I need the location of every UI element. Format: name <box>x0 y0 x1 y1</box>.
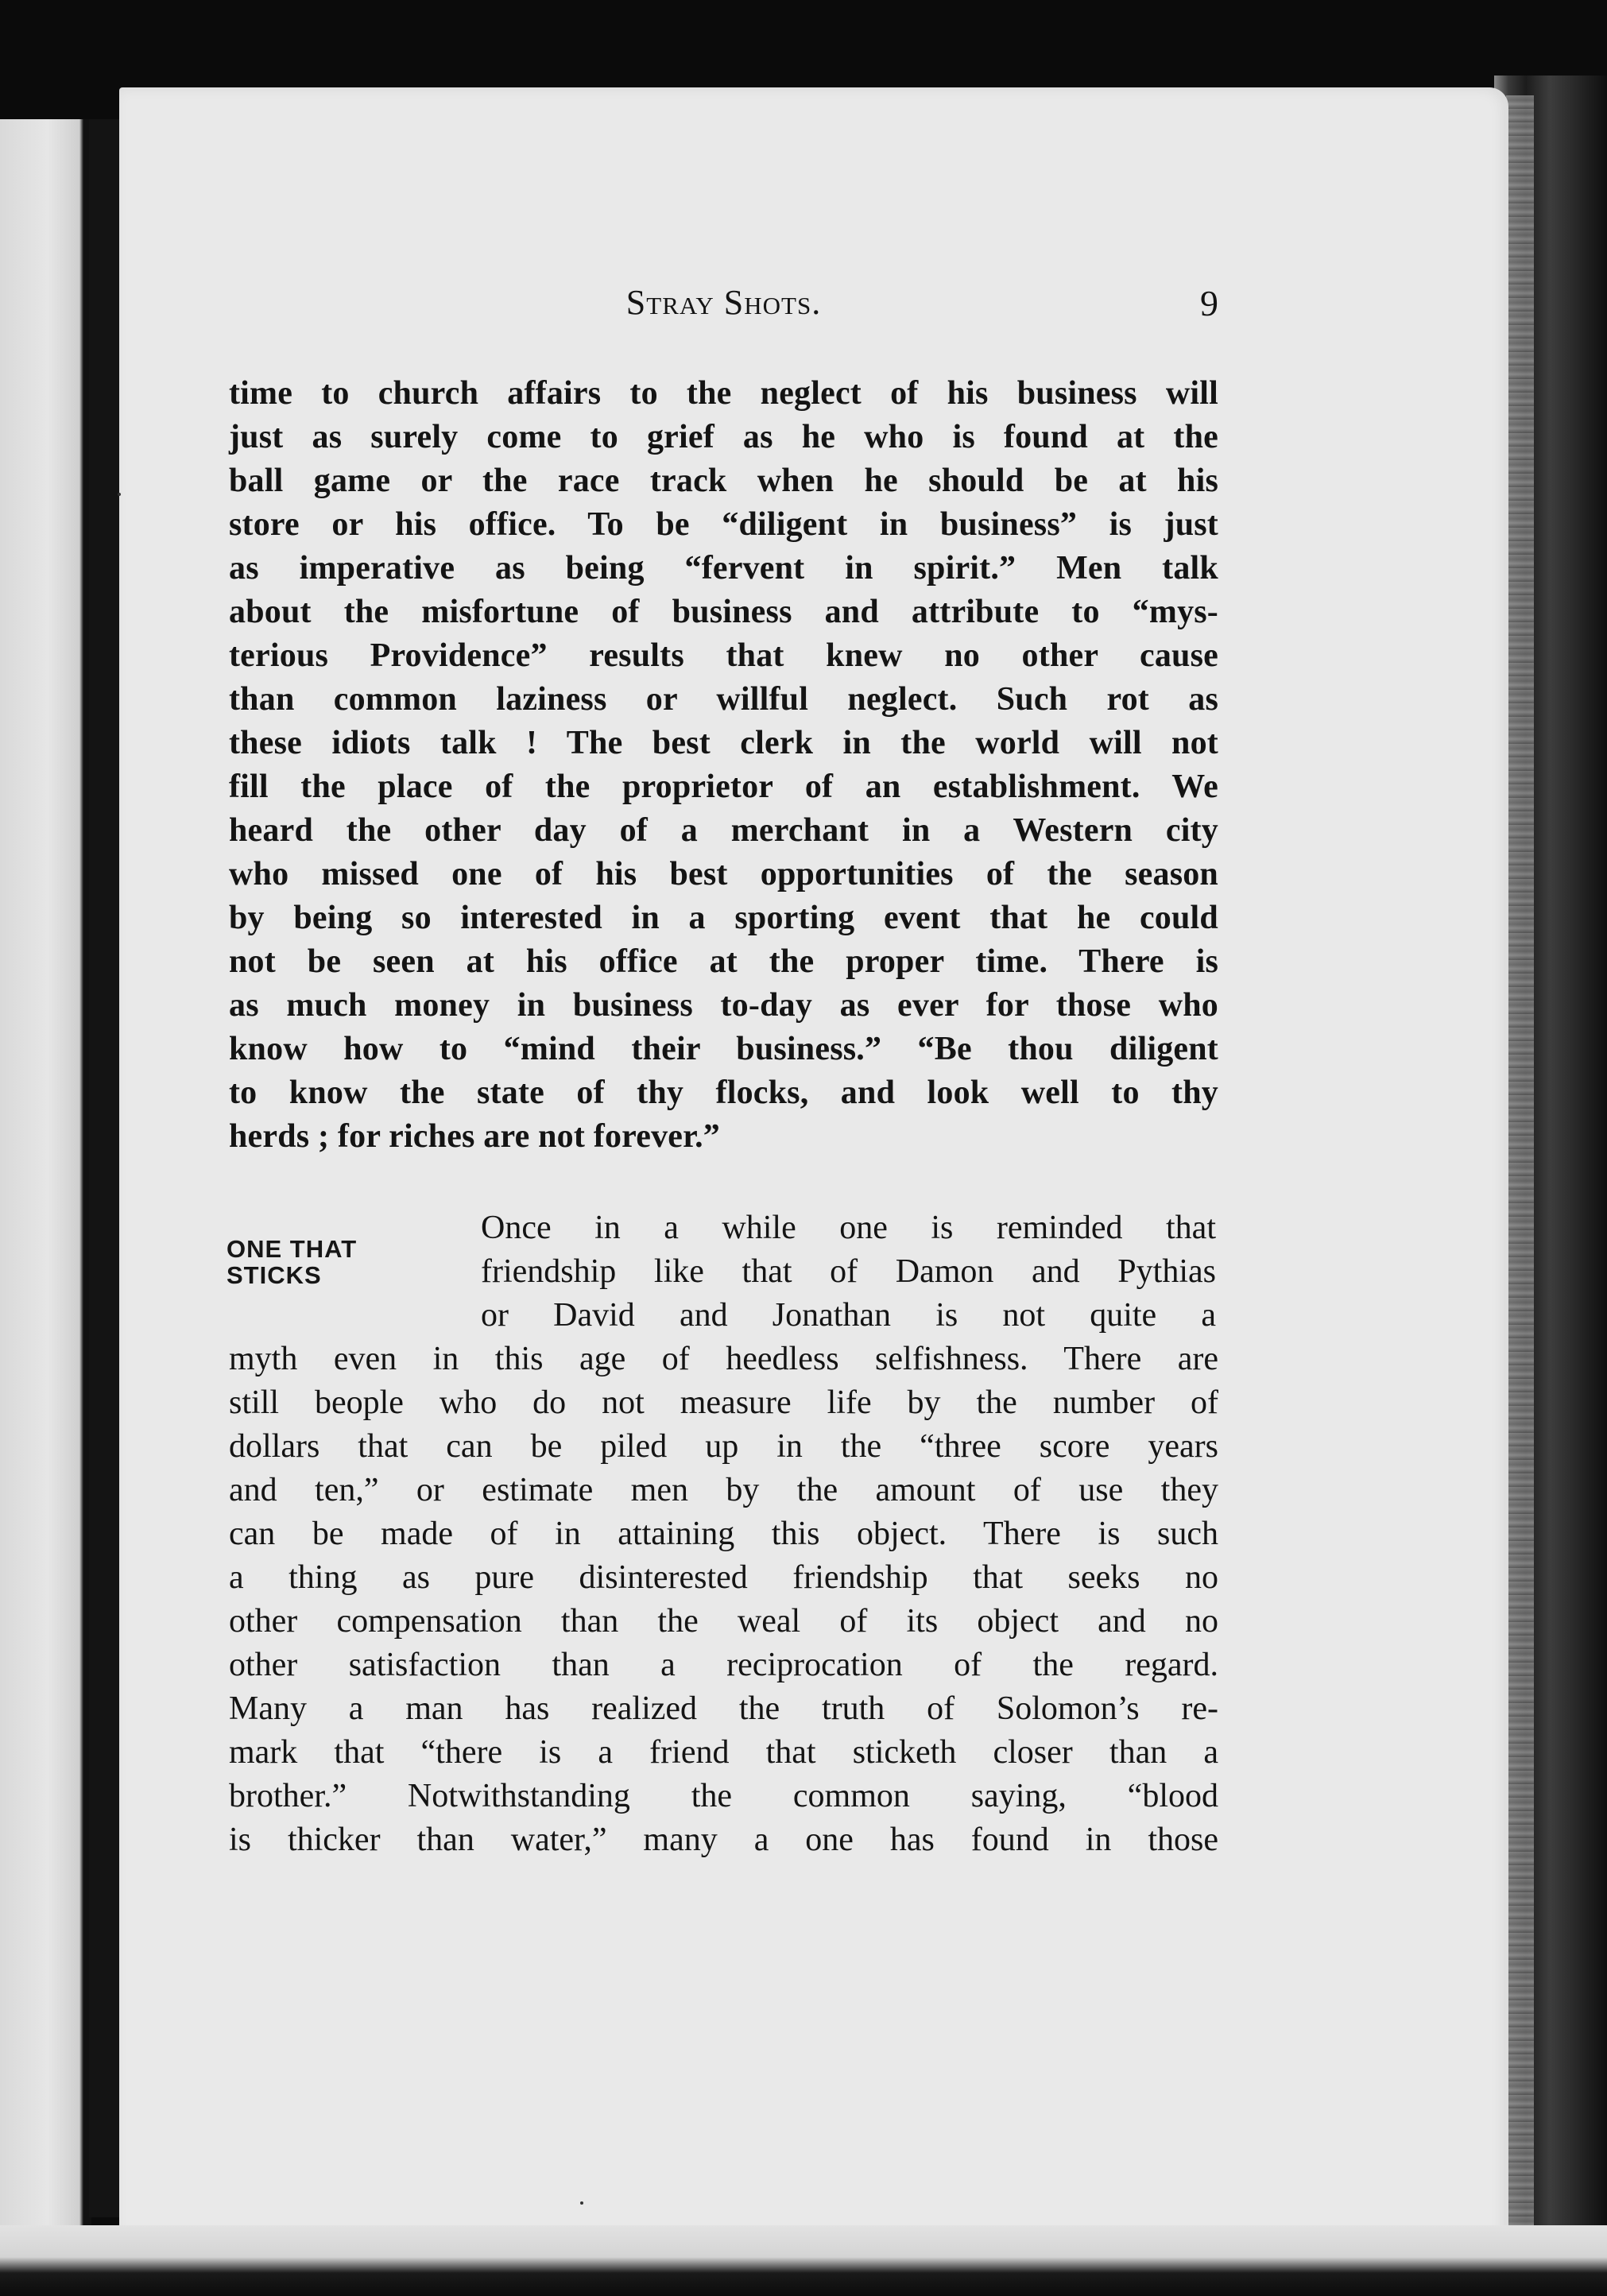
text-line: and ten,” or estimate men by the amount of use they <box>229 1472 1218 1508</box>
text-line: these idiots talk ! The best clerk in the world will not <box>229 725 1218 761</box>
text-line: know how to “mind their business.” “Be thou diligent <box>229 1031 1218 1067</box>
book-spine-shadow <box>89 119 119 2217</box>
text-line: heard the other day of a merchant in a Western city <box>229 812 1218 849</box>
text-line: Once in a while one is reminded that <box>481 1210 1216 1246</box>
text-line: time to church affairs to the neglect of his business will <box>229 375 1218 412</box>
text-line: herds ; for riches are not forever.” <box>229 1118 721 1155</box>
text-line: or David and Jonathan is not quite a <box>481 1297 1216 1334</box>
scan-speck <box>580 2201 583 2205</box>
text-line: ball game or the race track when he should be at his <box>229 463 1218 499</box>
text-line: is thicker than water,” many a one has found in those <box>229 1822 1218 1858</box>
text-line: not be seen at his office at the proper time. There is <box>229 943 1218 980</box>
text-line: as imperative as being “fervent in spirit.” Men talk <box>229 550 1218 587</box>
text-line: a thing as pure disinterested friendship that seeks no <box>229 1559 1218 1596</box>
text-line: mark that “there is a friend that sticketh closer than a <box>229 1734 1218 1771</box>
text-line: Many a man has realized the truth of Solomon’s re- <box>229 1690 1218 1727</box>
side-heading-line: ONE THAT <box>227 1235 358 1263</box>
page-header <box>229 282 1218 330</box>
text-line: store or his office. To be “diligent in business” is just <box>229 506 1218 543</box>
text-line: as much money in business to-day as ever for those who <box>229 987 1218 1024</box>
side-heading-line: STICKS <box>227 1261 322 1289</box>
text-line: friendship like that of Damon and Pythias <box>481 1253 1216 1290</box>
paragraph-friendship-indented <box>481 1206 1216 1338</box>
text-line: just as surely come to grief as he who is found at the <box>229 419 1218 455</box>
text-line: about the misfortune of business and attribute to “mys- <box>229 594 1218 630</box>
text-line: dollars that can be piled up in the “three score years <box>229 1428 1218 1465</box>
page-stack-texture <box>1506 95 1534 2241</box>
text-line: can be made of in attaining this object. There is such <box>229 1516 1218 1552</box>
text-line: who missed one of his best opportunities of the season <box>229 856 1218 892</box>
left-page-edge <box>0 119 91 2296</box>
text-line: fill the place of the proprietor of an establishment. We <box>229 769 1218 805</box>
paragraph-business <box>229 372 1218 1159</box>
text-line: than common laziness or willful neglect. Such rot as <box>229 681 1218 718</box>
text-line: still beople who do not measure life by the number of <box>229 1384 1218 1421</box>
text-line: terious Providence” results that knew no other cause <box>229 637 1218 674</box>
text-line: brother.” Notwithstanding the common saying, “blood <box>229 1778 1218 1814</box>
side-heading <box>227 1236 357 1288</box>
text-line: other satisfaction than a reciprocation of the regard. <box>229 1647 1218 1683</box>
bottom-edge <box>0 2225 1607 2296</box>
scan-speck <box>118 493 121 496</box>
text-line: to know the state of thy flocks, and look well to thy <box>229 1074 1218 1111</box>
running-title: Stray Shots. <box>625 283 822 322</box>
text-line: by being so interested in a sporting event that he could <box>229 900 1218 936</box>
text-line: myth even in this age of heedless selfishness. There are <box>229 1341 1218 1377</box>
text-line: other compensation than the weal of its object and no <box>229 1603 1218 1640</box>
page-number: 9 <box>1200 283 1218 323</box>
paragraph-friendship <box>229 1338 1218 1862</box>
